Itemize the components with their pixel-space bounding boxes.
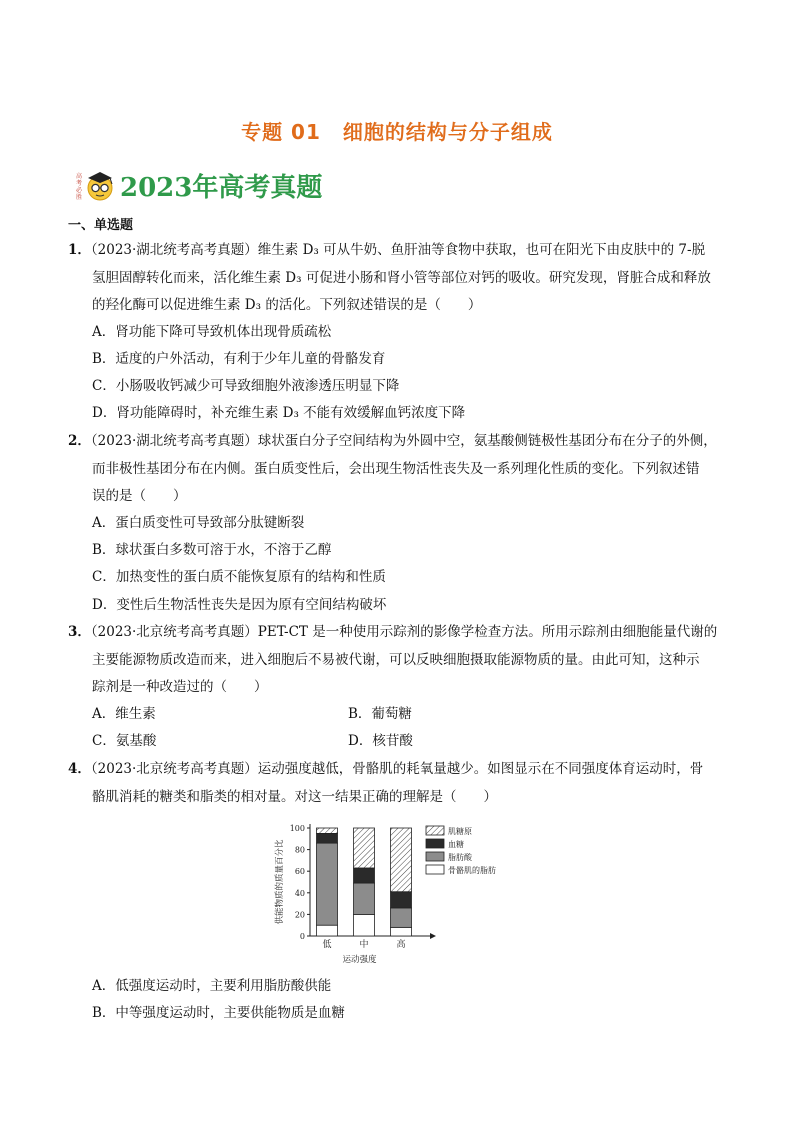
bar-segment	[317, 925, 338, 936]
section-banner	[72, 165, 322, 205]
banner-title: 2023年高考真题	[120, 172, 323, 203]
question-text: 主要能源物质改造而来，进入细胞后不易被代谢，可以反映细胞摄取能源物质的量。由此可知，这种示	[92, 651, 700, 668]
legend-swatch	[426, 826, 444, 835]
bar-segment	[391, 828, 412, 892]
y-axis-label: 供能物质的质量百分比	[275, 839, 285, 925]
stacked-bar-chart	[270, 820, 520, 970]
section-heading: 一、单选题	[68, 218, 134, 233]
x-axis-arrow	[430, 933, 436, 939]
y-tick-label: 0	[299, 932, 305, 941]
option-c[interactable]: C．加热变性的蛋白质不能恢复原有的结构和性质	[92, 569, 386, 585]
question-text: 而非极性基团分布在内侧。蛋白质变性后，会出现生物活性丧失及一系列理化性质的变化。下列叙述错	[92, 460, 700, 477]
option-a[interactable]: A．低强度运动时，主要利用脂肪酸供能	[92, 978, 332, 994]
svg-text:考: 考	[76, 180, 83, 187]
option-c[interactable]: C．小肠吸收钙减少可导致细胞外液渗透压明显下降	[92, 378, 400, 394]
option-a[interactable]: A．蛋白质变性可导致部分肽键断裂	[92, 515, 305, 531]
question-4	[68, 756, 728, 811]
legend-label: 骨骼肌的脂肪	[448, 866, 496, 875]
option-b[interactable]: B．葡萄糖	[348, 706, 412, 722]
question-2	[68, 428, 728, 511]
question-number: 3．	[68, 624, 91, 640]
title-number: 专题 01	[241, 120, 321, 144]
page-title	[0, 116, 794, 145]
question-text: 误的是（ ）	[92, 488, 187, 504]
bar-segment	[354, 914, 375, 936]
question-text: 氢胆固醇转化而来，活化维生素 D₃ 可促进小肠和肾小管等部位对钙的吸收。研究发现，肾脏合成和释放	[92, 269, 711, 286]
svg-text:胜: 胜	[76, 194, 83, 201]
y-tick-label: 80	[294, 845, 305, 855]
bar-segment	[391, 927, 412, 936]
question-number: 4．	[68, 761, 91, 777]
question-text: （2023·湖北统考高考真题）维生素 D₃ 可从牛奶、鱼肝油等食物中获取，也可在阳光下由皮肤中的 7-脱	[90, 242, 706, 258]
bar-segment	[317, 828, 338, 833]
option-b[interactable]: B．中等强度运动时，主要供能物质是血糖	[92, 1005, 345, 1021]
svg-text:高: 高	[76, 173, 83, 180]
svg-text:必: 必	[76, 187, 83, 194]
option-d[interactable]: D．肾功能障碍时，补充维生素 D₃ 不能有效缓解血钙浓度下降	[92, 405, 466, 421]
question-3	[68, 619, 728, 702]
legend-label: 血糖	[448, 840, 464, 849]
question-text: 踪剂是一种改造过的（ ）	[92, 679, 268, 695]
question-text: （2023·湖北统考高考真题）球状蛋白分子空间结构为外圆中空，氨基酸侧链极性基团分布在分子的外侧，	[90, 433, 717, 449]
energy-source-chart	[270, 820, 520, 970]
legend-swatch	[426, 839, 444, 848]
question-number: 2．	[68, 433, 91, 449]
y-tick-label: 100	[289, 824, 305, 833]
question-text: 的羟化酶可以促进维生素 D₃ 的活化。下列叙述错误的是（ ）	[92, 297, 482, 313]
legend-label: 肌糖原	[448, 827, 472, 836]
question-1	[68, 237, 728, 320]
bar-segment	[317, 843, 338, 925]
legend-label: 脂肪酸	[448, 853, 472, 862]
y-tick-label: 20	[294, 910, 305, 920]
option-c[interactable]: C．氨基酸	[92, 733, 157, 749]
y-tick-label: 40	[294, 888, 305, 898]
bar-segment	[391, 892, 412, 908]
question-text: （2023·北京统考高考真题）PET-CT 是一种使用示踪剂的影像学检查方法。所用示踪剂由细胞能量代谢的	[90, 624, 718, 640]
title-topic: 细胞的结构与分子组成	[342, 120, 553, 144]
y-tick-label: 60	[294, 867, 305, 877]
legend-swatch	[426, 865, 444, 874]
exam-mascot-icon	[72, 166, 124, 204]
legend-swatch	[426, 852, 444, 861]
bar-segment	[354, 883, 375, 914]
option-a[interactable]: A．维生素	[92, 706, 156, 722]
bar-segment	[354, 868, 375, 883]
option-b[interactable]: B．适度的户外活动，有利于少年儿童的骨骼发育	[92, 351, 386, 367]
x-tick-label: 低	[322, 940, 332, 950]
option-d[interactable]: D．核苷酸	[348, 733, 413, 749]
x-tick-label: 高	[396, 940, 406, 950]
question-text: （2023·北京统考高考真题）运动强度越低，骨骼肌的耗氧量越少。如图显示在不同强度体育运动时，骨	[90, 761, 704, 777]
bar-segment	[354, 828, 375, 868]
option-a[interactable]: A．肾功能下降可导致机体出现骨质疏松	[92, 324, 332, 340]
bar-segment	[317, 833, 338, 843]
question-text: 骼肌消耗的糖类和脂类的相对量。对这一结果正确的理解是（ ）	[92, 788, 497, 805]
option-b[interactable]: B．球状蛋白多数可溶于水，不溶于乙醇	[92, 542, 332, 558]
x-axis-label: 运动强度	[342, 955, 377, 965]
option-d[interactable]: D．变性后生物活性丧失是因为原有空间结构破坏	[92, 597, 387, 613]
bar-segment	[391, 908, 412, 927]
question-number: 1．	[68, 242, 91, 258]
x-tick-label: 中	[359, 940, 369, 950]
